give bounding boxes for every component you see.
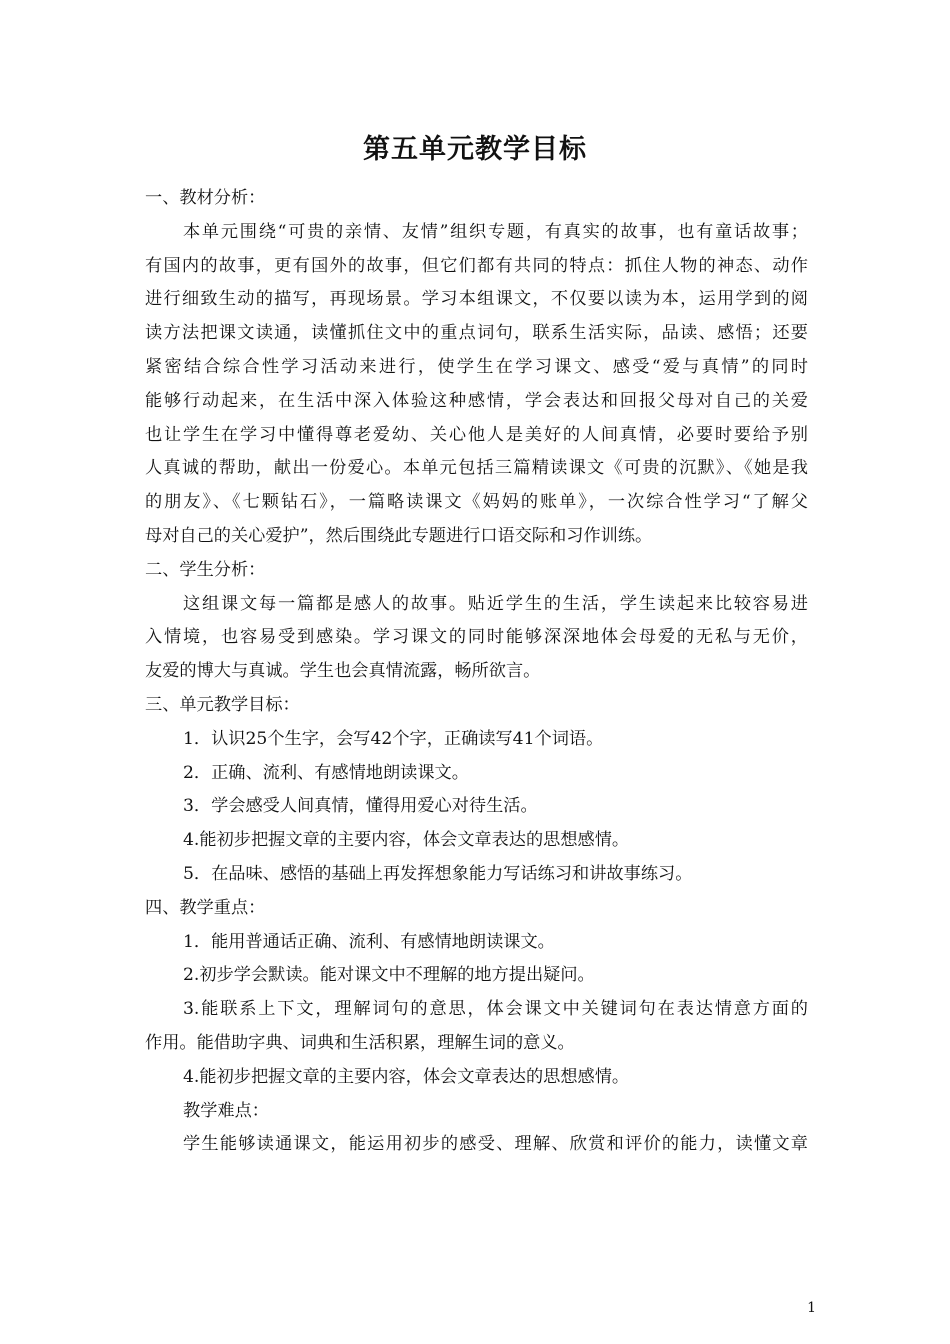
section-heading-unit-goals: 三、单元教学目标： <box>145 694 300 715</box>
list-item: 1．能用普通话正确、流利、有感情地朗读课文。 <box>183 931 555 952</box>
paragraph-line: 的朋友》、《七颗钻石》，一篇略读课文《妈妈的账单》，一次综合性学习“了解父 <box>145 492 808 513</box>
section-heading-key-points: 四、教学重点： <box>145 897 266 918</box>
section-heading-student-analysis: 二、学生分析： <box>145 559 266 580</box>
paragraph-line: 这组课文每一篇都是感人的故事。贴近学生的生活，学生读起来比较容易进 <box>183 593 808 614</box>
paragraph-line: 人真诚的帮助，献出一份爱心。本单元包括三篇精读课文《可贵的沉默》、《她是我 <box>145 458 808 479</box>
paragraph-line: 读方法把课文读通，读懂抓住文中的重点词句，联系生活实际，品读、感悟；还要 <box>145 323 808 344</box>
paragraph-line: 有国内的故事，更有国外的故事，但它们都有共同的特点：抓住人物的神态、动作 <box>145 255 808 276</box>
paragraph-line: 母对自己的关心爱护”，然后围绕此专题进行口语交际和习作训练。 <box>145 525 653 546</box>
list-item: 2．正确、流利、有感情地朗读课文。 <box>183 762 469 783</box>
paragraph-line: 进行细致生动的描写，再现场景。学习本组课文，不仅要以读为本，运用学到的阅 <box>145 289 808 310</box>
list-item: 1．认识25个生字，会写42个字，正确读写41个词语。 <box>183 728 604 749</box>
paragraph-line: 也让学生在学习中懂得尊老爱幼、关心他人是美好的人间真情，必要时要给予别 <box>145 424 808 445</box>
paragraph-line: 友爱的博大与真诚。学生也会真情流露，畅所欲言。 <box>145 661 541 682</box>
subheading-difficulties: 教学难点： <box>183 1100 269 1121</box>
section-heading-textbook-analysis: 一、教材分析： <box>145 188 266 208</box>
paragraph-line: 紧密结合综合性学习活动来进行，使学生在学习课文、感受“爱与真情”的同时 <box>145 356 808 377</box>
paragraph-line: 本单元围绕“可贵的亲情、友情”组织专题，有真实的故事，也有童话故事； <box>183 221 808 242</box>
list-item: 3.能联系上下文，理解词句的意思，体会课文中关键词句在表达情意方面的 <box>183 999 808 1020</box>
list-item: 3．学会感受人间真情，懂得用爱心对待生活。 <box>183 796 538 817</box>
list-item: 2.初步学会默读。能对课文中不理解的地方提出疑问。 <box>183 965 595 986</box>
paragraph-line: 入情境，也容易受到感染。学习课文的同时能够深深地体会母爱的无私与无价， <box>145 627 808 648</box>
list-item: 5．在品味、感悟的基础上再发挥想象能力写话练习和讲故事练习。 <box>183 863 693 884</box>
list-item-continuation: 作用。能借助字典、词典和生活积累，理解生词的意义。 <box>145 1032 575 1053</box>
paragraph-line: 能够行动起来，在生活中深入体验这种感情，学会表达和回报父母对自己的关爱 <box>145 390 808 411</box>
page-number: 1 <box>807 1300 816 1316</box>
document-body <box>145 182 808 1162</box>
list-item: 4.能初步把握文章的主要内容，体会文章表达的思想感情。 <box>183 830 630 851</box>
paragraph-line: 学生能够读通课文，能运用初步的感受、理解、欣赏和评价的能力，读懂文章 <box>183 1134 808 1155</box>
list-item: 4.能初步把握文章的主要内容，体会文章表达的思想感情。 <box>183 1066 630 1087</box>
page-title: 第五单元教学目标 <box>363 134 587 165</box>
